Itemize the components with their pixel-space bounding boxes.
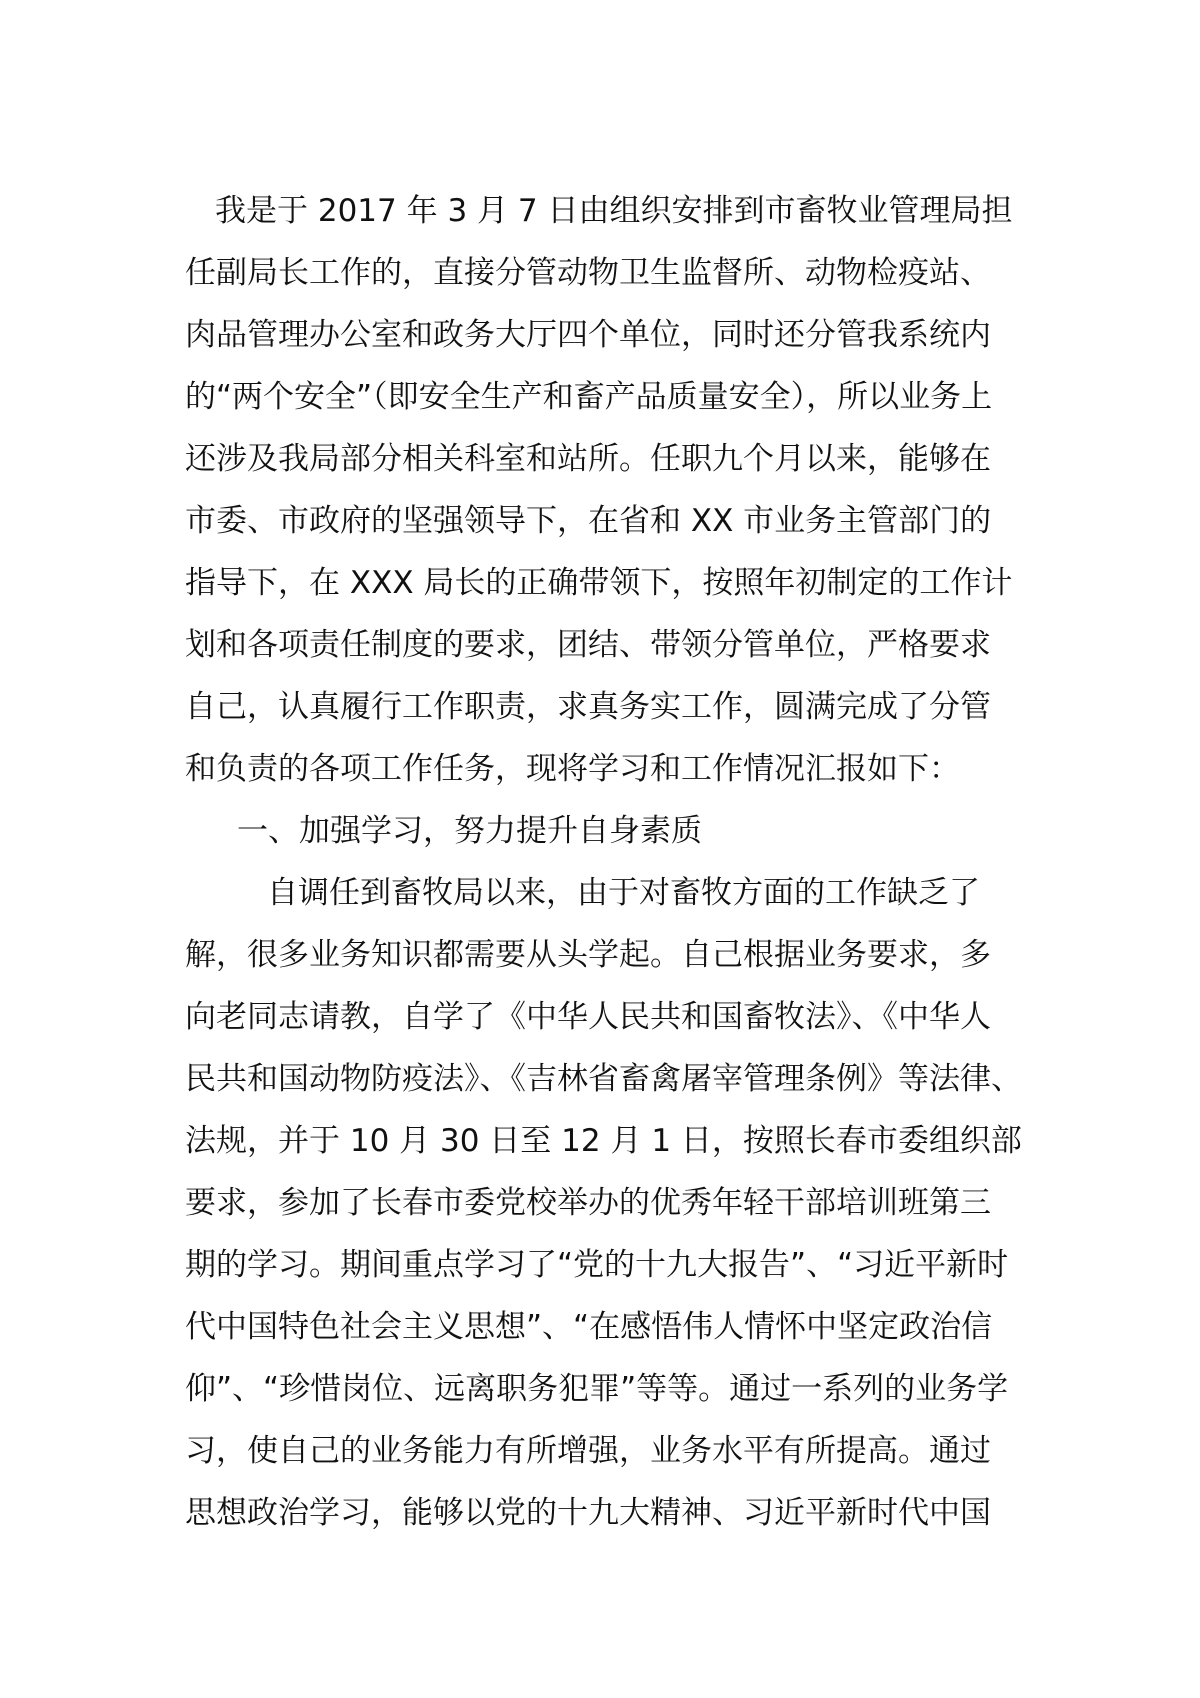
text-line: 划和各项责任制度的要求，团结、带领分管单位，严格要求 — [185, 627, 991, 663]
text-line: 还涉及我局部分相关科室和站所。任职九个月以来，能够在 — [185, 441, 991, 477]
text-line: 的“两个安全”（即安全生产和畜产品质量安全），所以业务上 — [185, 379, 993, 415]
text-line: 解，很多业务知识都需要从头学起。自己根据业务要求，多 — [185, 937, 991, 973]
text-line: 习，使自己的业务能力有所增强，业务水平有所提高。通过 — [185, 1433, 991, 1469]
text-line: 我是于 2017 年 3 月 7 日由组织安排到市畜牧业管理局担 — [215, 193, 1013, 229]
body-text — [185, 180, 1025, 1544]
text-line: 要求，参加了长春市委党校举办的优秀年轻干部培训班第三 — [185, 1185, 991, 1221]
text-line: 和负责的各项工作任务，现将学习和工作情况汇报如下： — [185, 751, 960, 787]
text-line: 代中国特色社会主义思想”、“在感悟伟人情怀中坚定政治信 — [185, 1309, 993, 1345]
text-line: 任副局长工作的，直接分管动物卫生监督所、动物检疫站、 — [185, 255, 991, 291]
text-line: 思想政治学习，能够以党的十九大精神、习近平新时代中国 — [185, 1495, 991, 1531]
text-line: 自调任到畜牧局以来，由于对畜牧方面的工作缺乏了 — [267, 875, 980, 911]
text-line: 肉品管理办公室和政务大厅四个单位，同时还分管我系统内 — [185, 317, 991, 353]
text-line: 自己，认真履行工作职责，求真务实工作，圆满完成了分管 — [185, 689, 991, 725]
text-line: 法规，并于 10 月 30 日至 12 月 1 日，按照长春市委组织部 — [185, 1123, 1022, 1159]
text-line: 指导下，在 XXX 局长的正确带领下，按照年初制定的工作计 — [185, 565, 1013, 601]
text-line: 仰”、“珍惜岗位、远离职务犯罪”等等。通过一系列的业务学 — [185, 1371, 1009, 1407]
section-heading: 一、加强学习，努力提升自身素质 — [237, 813, 702, 849]
text-line: 市委、市政府的坚强领导下，在省和 XX 市业务主管部门的 — [185, 503, 992, 539]
text-line: 民共和国动物防疫法》、《吉林省畜禽屠宰管理条例》等法律、 — [185, 1061, 1022, 1097]
text-line: 期的学习。期间重点学习了“党的十九大报告”、“习近平新时 — [185, 1247, 1009, 1283]
text-line: 向老同志请教，自学了《中华人民共和国畜牧法》、《中华人 — [185, 999, 991, 1035]
